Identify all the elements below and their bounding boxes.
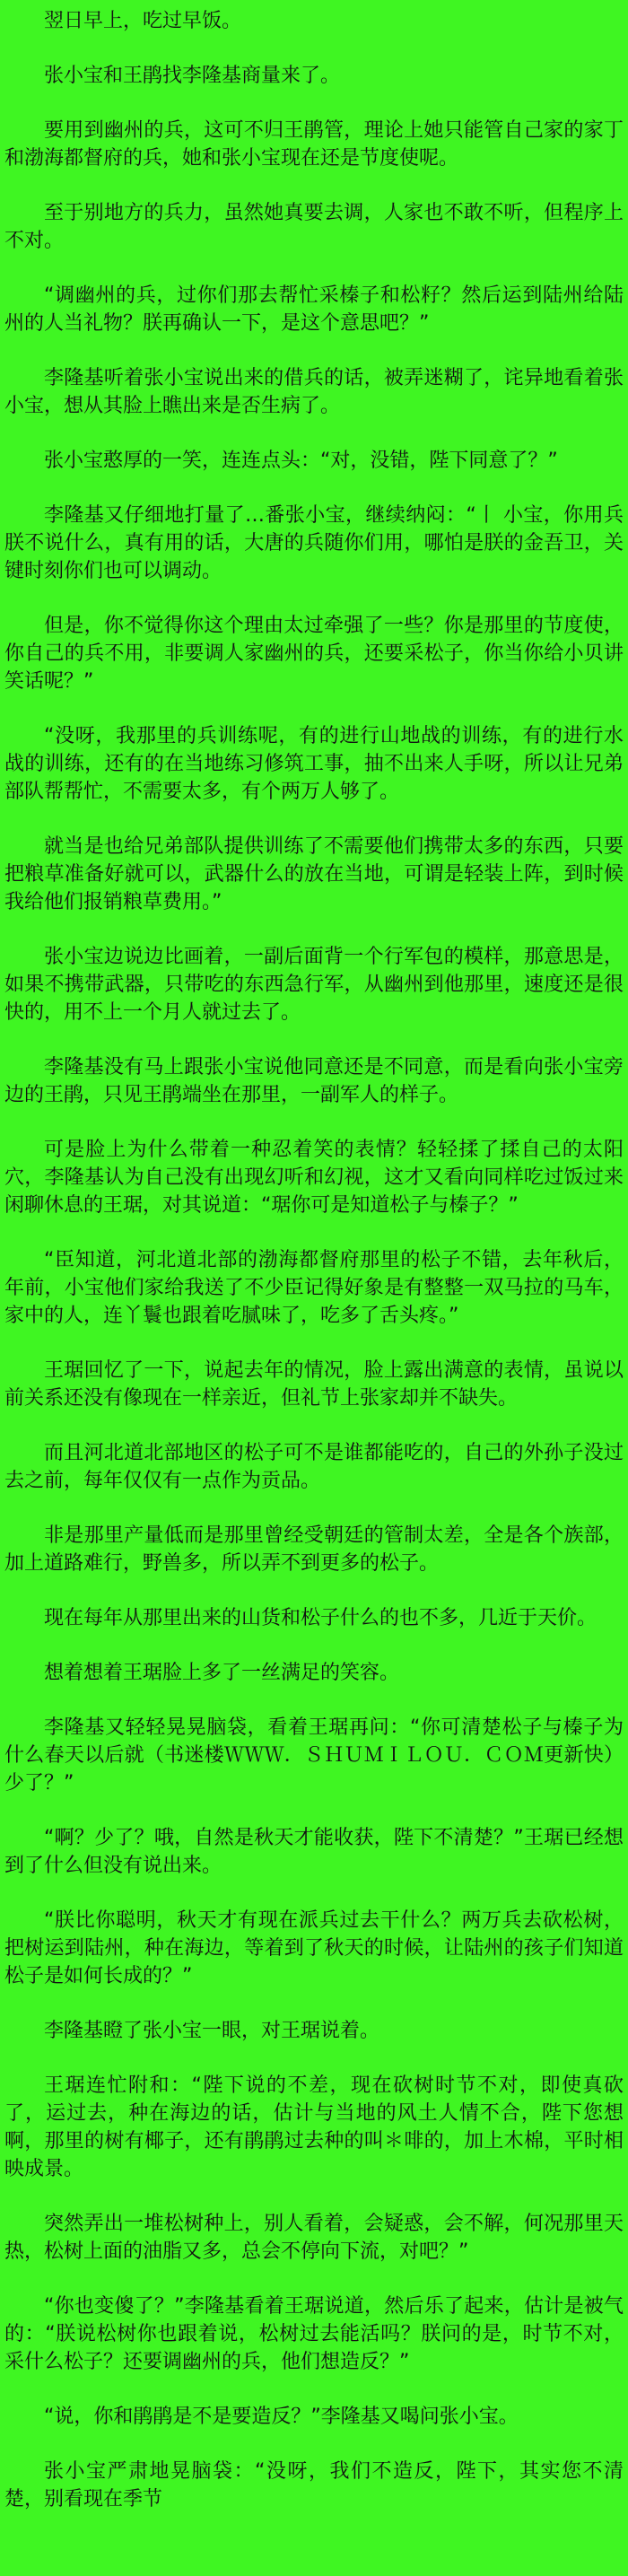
paragraph: 李隆基听着张小宝说出来的借兵的话，被弄迷糊了，诧异地看着张小宝，想从其脸上瞧出来是否生病了。 [4,367,624,417]
paragraph: 可是脸上为什么带着一种忍着笑的表情？轻轻揉了揉自己的太阳穴，李隆基认为自己没有出现幻听和幻视，这才又看向同样吃过饭过来闲聊休息的王琚，对其说道：“琚你可是知道松子与榛子？” [4,1139,624,1217]
paragraph: 张小宝憨厚的一笑，连连点头：“对，没错，陛下同意了？” [44,450,558,472]
paragraph: 翌日早上，吃过早饭。 [44,10,242,32]
paragraph: “朕比你聪明，秋天才有现在派兵过去干什么？两万兵去砍松树，把树运到陆州，种在海边，等着到了秋天的时候，让陆州的孩子们知道松子是如何长成的？” [4,1909,624,1987]
paragraph: 张小宝严肃地晃脑袋：“没呀，我们不造反，陛下，其实您不清楚，别看现在季节 [4,2460,624,2511]
paragraph: 要用到幽州的兵，这可不归王鹃管，理论上她只能管自己家的家丁和渤海都督府的兵，她和张小宝现在还是节度使呢。 [4,119,624,170]
paragraph: 想着想着王琚脸上多了一丝满足的笑容。 [44,1662,400,1684]
paragraph: “你也变傻了？”李隆基看着王琚说道，然后乐了起来，估计是被气的：“朕说松树你也跟着说，松树过去能活吗？朕问的是，时节不对，采什么松子？还要调幽州的兵，他们想造反？” [4,2295,624,2373]
paragraph: 王琚回忆了一下，说起去年的情况，脸上露出满意的表情，虽说以前关系还没有像现在一样亲近，但礼节上张家却并不缺失。 [4,1359,624,1410]
paragraph: “啊？少了？哦，自然是秋天才能收获，陛下不清楚？”王琚已经想到了什么但没有说出来。 [4,1827,624,1877]
chapter-body [4,7,624,2513]
paragraph: 张小宝和王鹃找李隆基商量来了。 [44,65,341,87]
paragraph: 王琚连忙附和：“陛下说的不差，现在砍树时节不对，即使真砍了，运过去，种在海边的话，估计与当地的风土人情不合，陛下您想啊，那里的树有椰子，还有鹃鹃过去种的叫＊啡的，加上木棉，平时相映成景。 [4,2074,624,2180]
paragraph: 而且河北道北部地区的松子可不是谁都能吃的，自己的外孙子没过去之前，每年仅仅有一点作为贡品。 [4,1442,624,1492]
paragraph: 李隆基瞪了张小宝一眼，对王琚说着。 [44,2020,380,2042]
paragraph: “说，你和鹃鹃是不是要造反？”李隆基又喝问张小宝。 [44,2406,519,2428]
paragraph: 至于别地方的兵力，虽然她真要去调，人家也不敢不听，但程序上不对。 [4,202,624,252]
paragraph: “臣知道，河北道北部的渤海都督府那里的松子不错，去年秋后，年前，小宝他们家给我送了不少臣记得好象是有整整一双马拉的马车，家中的人，连丫鬟也跟着吃腻味了，吃多了舌头疼。” [4,1249,624,1327]
paragraph: 但是，你不觉得你这个理由太过牵强了一些？你是那里的节度使，你自己的兵不用，非要调人家幽州的兵，还要采松子，你当你给小贝讲笑话呢？” [4,615,624,693]
paragraph: 李隆基没有马上跟张小宝说他同意还是不同意，而是看向张小宝旁边的王鹃，只见王鹃端坐在那里，一副军人的样子。 [4,1056,624,1106]
paragraph: “调幽州的兵，过你们那去帮忙采榛子和松籽？然后运到陆州给陆州的人当礼物？朕再确认一下，是这个意思吧？” [4,284,624,335]
paragraph: 突然弄出一堆松树种上，别人看着，会疑惑，会不解，何况那里天热，松树上面的油脂又多，总会不停向下流，对吧？” [4,2213,624,2263]
paragraph-with-watermark: 李隆基又轻轻晃晃脑袋，看着王琚再问：“你可清楚松子与榛子为什么春天以后就（书迷楼ＷＷＷ．ＳＨＵＭＩＬＯＵ．ＣＯＭ更新快）少了？” [4,1716,624,1794]
paragraph: 就当是也给兄弟部队提供训练了不需要他们携带太多的东西，只要把粮草准备好就可以，武器什么的放在当地，可谓是轻装上阵，到时候我给他们报销粮草费用。” [4,835,624,913]
paragraph: “没呀，我那里的兵训练呢，有的进行山地战的训练，有的进行水战的训练，还有的在当地练习修筑工事，抽不出来人手呀，所以让兄弟部队帮帮忙，不需要太多，有个两万人够了。 [4,725,624,803]
paragraph: 现在每年从那里出来的山货和松子什么的也不多，几近于天价。 [44,1607,597,1629]
paragraph: 李隆基又仔细地打量了…番张小宝，继续纳闷：“丨 小宝，你用兵朕不说什么，真有用的话，大唐的兵随你们用，哪怕是朕的金吾卫，关键时刻你们也可以调动。 [4,504,624,582]
paragraph: 张小宝边说边比画着，一副后面背一个行军包的模样，那意思是，如果不携带武器，只带吃的东西急行军，从幽州到他那里，速度还是很快的，用不上一个月人就过去了。 [4,946,624,1024]
paragraph: 非是那里产量低而是那里曾经受朝廷的管制太差，全是各个族部，加上道路难行，野兽多，所以弄不到更多的松子。 [4,1524,624,1575]
